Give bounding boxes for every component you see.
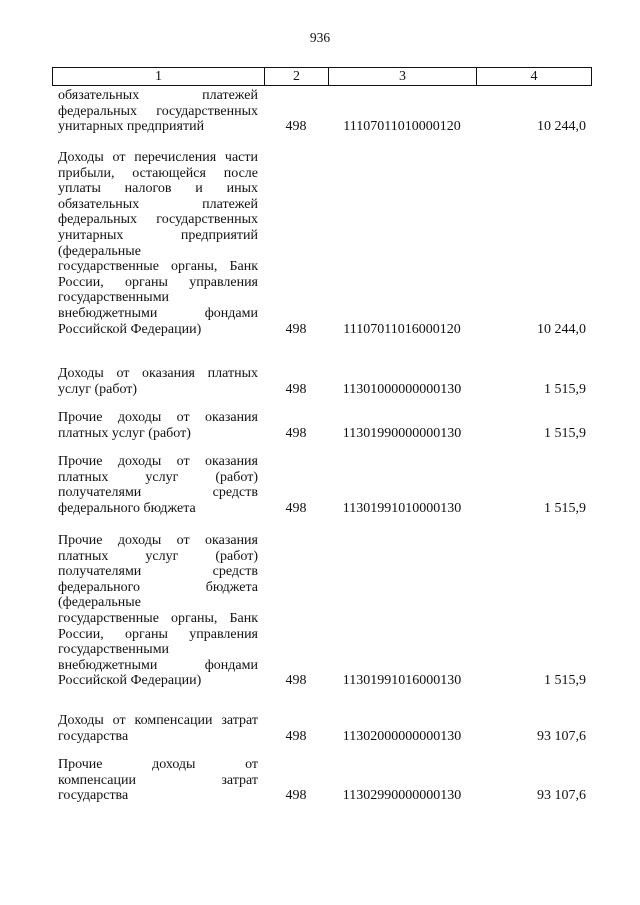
header-col-3: 3: [329, 68, 477, 85]
row-name-line: Российской Федерации): [58, 321, 202, 337]
row-name-line: обязательных платежей: [58, 196, 258, 212]
table-row: [52, 533, 592, 689]
row-code: 11301991016000130: [342, 673, 462, 689]
row-chapter: 498: [285, 321, 307, 337]
table-row: [52, 150, 592, 337]
row-chapter: 498: [285, 728, 307, 744]
row-chapter: 498: [285, 425, 307, 441]
row-name-line: государства: [58, 788, 129, 804]
row-name: [52, 150, 264, 337]
row-name-line: унитарных предприятий: [58, 119, 205, 135]
table-row: [52, 454, 592, 516]
row-chapter: 498: [285, 673, 307, 689]
row-name-line: Прочие доходы от оказания: [58, 533, 258, 548]
row-name-line: Прочие доходы от: [58, 757, 258, 772]
row-name: [52, 366, 264, 397]
row-code: 11301990000000130: [342, 425, 462, 441]
row-name-line: федеральных государственных: [58, 212, 258, 228]
row-name-line: государства: [58, 728, 129, 744]
header-col-1: 1: [53, 68, 265, 85]
row-chapter: 498: [285, 119, 307, 135]
row-name: [52, 410, 264, 441]
row-name-line: (федеральные: [58, 243, 141, 259]
row-code: 11302000000000130: [342, 728, 462, 744]
header-col-2: 2: [265, 68, 329, 85]
row-code: 11107011010000120: [343, 119, 461, 135]
row-name-line: федерального бюджета: [58, 500, 196, 516]
row-name: [52, 713, 264, 744]
row-name-line: получателями средств: [58, 485, 258, 501]
table-row: [52, 88, 592, 135]
row-name-line: государственными: [58, 642, 170, 658]
row-name-line: государственные органы, Банк: [58, 259, 258, 275]
row-amount: 1 515,9: [544, 425, 586, 441]
row-name-line: прибыли, остающейся после: [58, 165, 258, 181]
row-code: 11301991010000130: [342, 500, 462, 516]
row-name-line: России, органы управления: [58, 274, 258, 290]
page-number: 936: [309, 30, 331, 45]
row-name-line: Прочие доходы от оказания: [58, 410, 258, 425]
row-name-line: (федеральные: [58, 595, 141, 611]
row-code: 11107011016000120: [343, 321, 461, 337]
row-name-line: платных услуг (работ): [58, 469, 258, 485]
row-name-line: унитарных предприятий: [58, 227, 258, 243]
row-amount: 10 244,0: [537, 119, 586, 135]
table-row: [52, 713, 592, 744]
table-row: [52, 757, 592, 804]
row-name-line: получателями средств: [58, 564, 258, 580]
row-code: 11302990000000130: [342, 788, 462, 804]
row-name-line: внебюджетными фондами: [58, 305, 258, 321]
row-chapter: 498: [285, 381, 307, 397]
row-name-line: Доходы от компенсации затрат: [58, 713, 258, 728]
row-name-line: Доходы от перечисления части: [58, 150, 258, 165]
header-col-4: 4: [530, 69, 538, 84]
row-name: [52, 454, 264, 516]
row-name-line: государственные органы, Банк: [58, 610, 258, 626]
row-name-line: внебюджетными фондами: [58, 657, 258, 673]
row-name: [52, 533, 264, 689]
row-name-line: платных услуг (работ): [58, 548, 258, 564]
row-name-line: федеральных государственных: [58, 103, 258, 119]
row-code: 11301000000000130: [342, 381, 462, 397]
row-name: [52, 88, 264, 135]
row-name-line: уплаты налогов и иных: [58, 181, 258, 197]
row-name-line: Прочие доходы от оказания: [58, 454, 258, 469]
row-name-line: Российской Федерации): [58, 673, 202, 689]
row-amount: 93 107,6: [537, 788, 586, 804]
row-name-line: услуг (работ): [58, 381, 138, 397]
row-chapter: 498: [285, 500, 307, 516]
table-row: [52, 366, 592, 397]
row-name-line: федерального бюджета: [58, 579, 258, 595]
row-name-line: обязательных платежей: [58, 88, 258, 103]
row-name-line: Доходы от оказания платных: [58, 366, 258, 381]
row-name-line: государственными: [58, 290, 170, 306]
row-amount: 1 515,9: [544, 500, 586, 516]
row-amount: 1 515,9: [544, 381, 586, 397]
row-amount: 1 515,9: [544, 673, 586, 689]
row-name-line: компенсации затрат: [58, 772, 258, 788]
row-amount: 93 107,6: [537, 728, 586, 744]
table-row: [52, 410, 592, 441]
row-amount: 10 244,0: [537, 321, 586, 337]
table-header: [52, 67, 592, 86]
row-name-line: платных услуг (работ): [58, 425, 191, 441]
row-chapter: 498: [285, 788, 307, 804]
row-name: [52, 757, 264, 804]
row-name-line: России, органы управления: [58, 626, 258, 642]
